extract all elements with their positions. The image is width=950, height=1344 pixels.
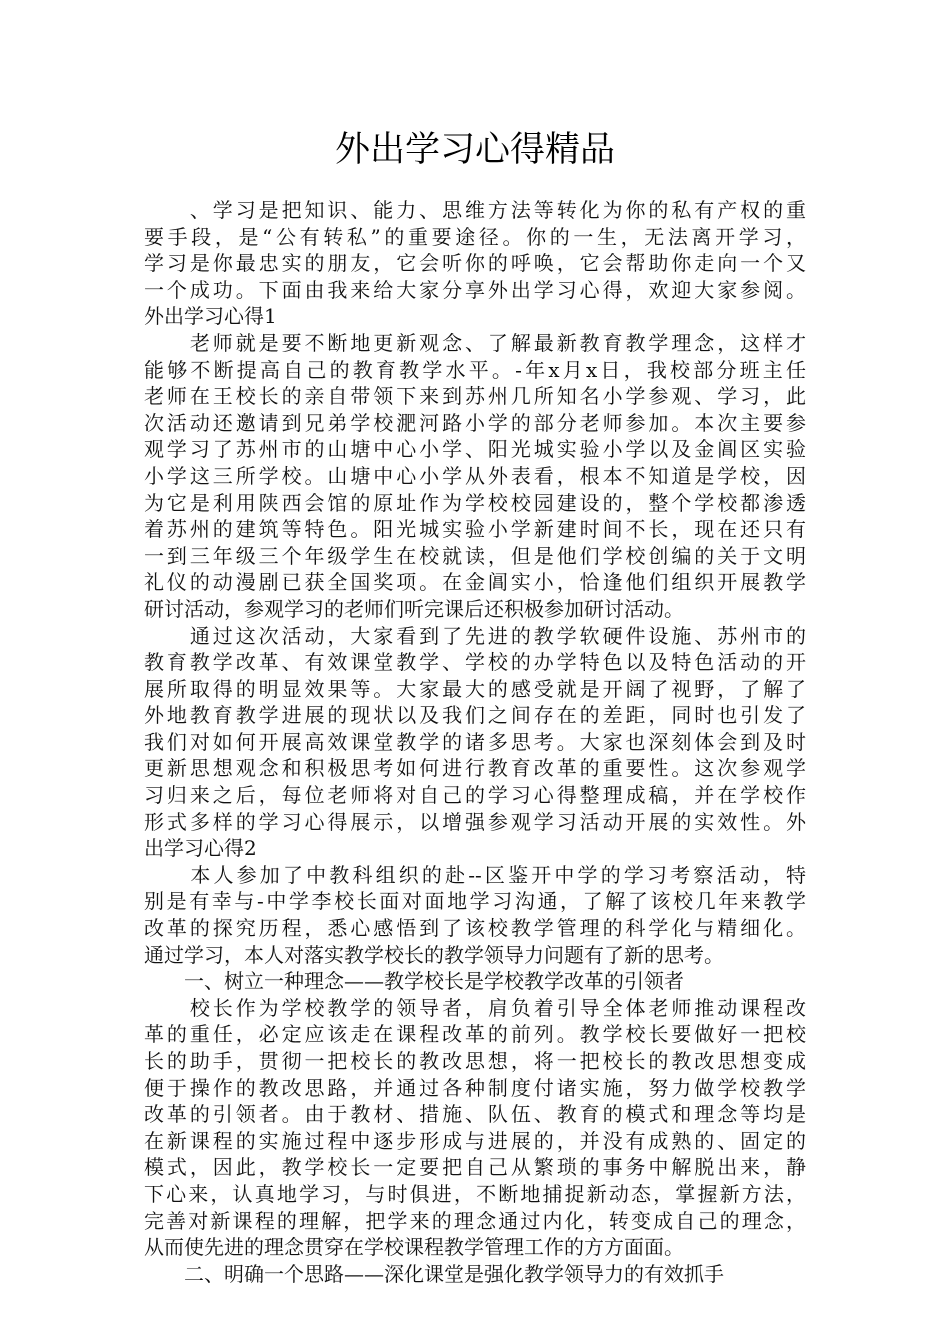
text-line: 改革的探究历程，悉心感悟到了该校教学管理的科学化与精细化。 [144,916,806,941]
text-line: 从而使先进的理念贯穿在学校课程教学管理工作的方方面面。 [144,1235,684,1260]
text-line: 老师就是要不断地更新观念、了解最新教育教学理念，这样才 [144,330,806,355]
text-line: 模式，因此，教学校长一定要把自己从繁琐的事务中解脱出来，静 [144,1155,806,1180]
text-line: 习归来之后，每位老师将对自己的学习心得整理成稿，并在学校作 [144,783,806,808]
text-line: 一、树立一种理念——教学校长是学校教学改革的引领者 [144,969,684,994]
text-line: 学习是你最忠实的朋友，它会听你的呼唤，它会帮助你走向一个又 [144,251,806,276]
text-line: 教育教学改革、有效课堂教学、学校的办学特色以及特色活动的开 [144,650,806,675]
text-line: 我们对如何开展高效课堂教学的诸多思考。大家也深刻体会到及时 [144,729,806,754]
text-line: 老师在王校长的亲自带领下来到苏州几所知名小学参观、学习，此 [144,384,806,409]
document-body [144,197,806,1287]
text-line: 能够不断提高自己的教育教学水平。-年x月x日，我校部分班主任 [144,357,806,382]
text-line: 本人参加了中教科组织的赴--区鉴开中学的学习考察活动，特 [144,862,806,887]
text-line: 完善对新课程的理解，把学来的理念通过内化，转变成自己的理念， [144,1208,806,1233]
text-line: 一个成功。下面由我来给大家分享外出学习心得，欢迎大家参阅。 [144,277,806,302]
text-line: 小学这三所学校。山塘中心小学从外表看，根本不知道是学校，因 [144,463,806,488]
text-line: 长的助手，贯彻一把校长的教改思想，将一把校长的教改思想变成 [144,1049,806,1073]
text-line: 在新课程的实施过程中逐步形成与进展的，并没有成熟的、固定的 [144,1128,806,1153]
text-line: 便于操作的教改思路，并通过各种制度付诸实施，努力做学校教学 [144,1075,806,1100]
text-line: 改革的引领者。由于教材、措施、队伍、教育的模式和理念等均是 [144,1102,806,1127]
text-line: 展所取得的明显效果等。大家最大的感受就是开阔了视野，了解了 [144,676,806,701]
text-line: 着苏州的建筑等特色。阳光城实验小学新建时间不长，现在还只有 [144,517,806,542]
text-line: 为它是利用陕西会馆的原址作为学校校园建设的，整个学校都渗透 [144,490,806,515]
text-line: 、学习是把知识、能力、思维方法等转化为你的私有产权的重 [144,198,806,222]
text-line: 校长作为学校教学的领导者，肩负着引导全体老师推动课程改 [144,995,806,1020]
text-line: 通过这次活动，大家看到了先进的教学软硬件设施、苏州市的 [144,623,806,648]
text-line: 别是有幸与-中学李校长面对面地学习沟通，了解了该校几年来教学 [144,889,806,914]
text-line: 外出学习心得1 [144,304,277,329]
text-line: 出学习心得2 [144,836,257,861]
text-line: 外地教育教学进展的现状以及我们之间存在的差距，同时也引发了 [144,703,806,728]
text-line: 下心来，认真地学习，与时俱进，不断地捕捉新动态，掌握新方法， [144,1181,806,1206]
text-line: 通过学习，本人对落实教学校长的教学领导力问题有了新的思考。 [144,942,724,967]
text-line: 一到三年级三个年级学生在校就读，但是他们学校创编的关于文明 [144,543,806,568]
text-line: 研讨活动，参观学习的老师们听完课后还积极参加研讨活动。 [144,596,684,621]
text-line: 次活动还邀请到兄弟学校淝河路小学的部分老师参加。本次主要参 [144,410,806,435]
text-line: 礼仪的动漫剧已获全国奖项。在金阊实小，恰逢他们组织开展教学 [144,570,806,595]
text-line: 更新思想观念和积极思考如何进行教育改革的重要性。这次参观学 [144,756,806,781]
text-line: 革的重任，必定应该走在课程改革的前列。教学校长要做好一把校 [144,1022,806,1047]
document-title: 外出学习心得精品 [334,130,615,170]
text-line: 观学习了苏州市的山塘中心小学、阳光城实验小学以及金阊区实验 [144,437,806,462]
text-line: 二、明确一个思路——深化课堂是强化教学领导力的有效抓手 [144,1261,724,1286]
text-line: 形式多样的学习心得展示，以增强参观学习活动开展的实效性。外 [144,809,806,834]
text-line: 要手段，是“公有转私”的重要途径。你的一生，无法离开学习， [144,224,806,249]
